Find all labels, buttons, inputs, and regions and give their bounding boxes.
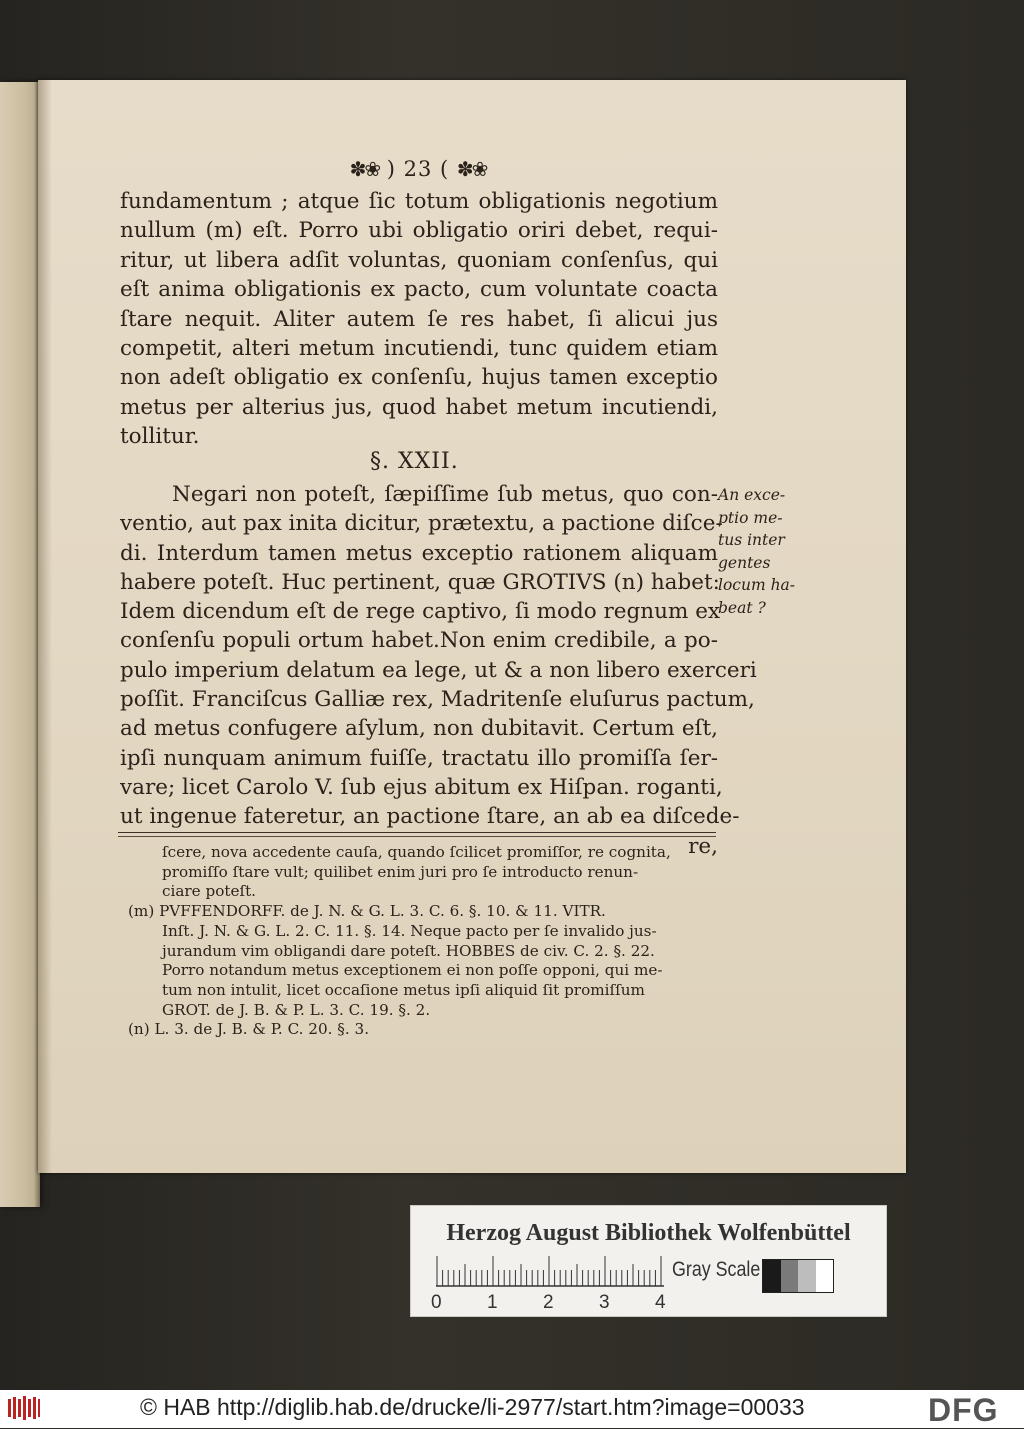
marginal-line: An exce- — [718, 486, 786, 504]
footnote-line: tum non intulit, licet occaſione metus ipſi aliquid ſit promiſſum — [162, 980, 645, 999]
text-line: Negari non poteſt, ſæpiſſime ſub metus, quo con- — [172, 482, 718, 507]
text-line: competit, alteri metum incutiendi, tunc quidem etiam — [120, 336, 718, 362]
ruler-number: 3 — [599, 1292, 610, 1313]
viewer-footer — [0, 1390, 1024, 1428]
gray-scale-label: Gray Scale — [672, 1258, 761, 1281]
text-line: fundamentum ; atque ſic totum obligationis negotium — [120, 189, 718, 214]
footnotes — [128, 843, 718, 1040]
gray-swatch — [763, 1260, 781, 1292]
text-line: poſſit. Franciſcus Galliæ rex, Madritenſe eluſurus pactum, — [120, 687, 755, 713]
dfg-logo: DFG — [928, 1392, 999, 1428]
gray-swatch — [816, 1260, 834, 1292]
text-line: conſenſu populi ortum habet.Non enim credibile, a po- — [120, 628, 718, 654]
text-line: ut ingenue fateretur, an pactione ſtare, an ab ea diſcede- — [120, 804, 740, 830]
text-line: ad metus confugere aſylum, non dubitavit. Certum eſt, — [120, 716, 718, 742]
gray-swatch — [781, 1260, 799, 1292]
text-line: non adeſt obligatio ex conſenſu, hujus tamen exceptio — [120, 365, 718, 391]
ruler-number: 2 — [543, 1292, 554, 1313]
text-line: ipſi nunquam animum fuiſſe, tractatu illo promiſſa ſer- — [120, 745, 718, 771]
footnote-line: promiſſo ſtare vult; quilibet enim juri pro ſe introducto renun- — [162, 862, 639, 881]
previous-page-edge — [0, 82, 40, 1207]
footnote-line: jurandum vim obligandi dare poteſt. HOBBES de civ. C. 2. §. 22. — [162, 941, 655, 960]
footnote-line: Porro notandum metus exceptionem ei non poſſe opponi, qui me- — [162, 961, 663, 980]
text-line: eſt anima obligationis ex pacto, cum voluntate coacta — [120, 277, 718, 303]
marginal-line: locum ha- — [718, 576, 796, 594]
text-line: habere poteſt. Huc pertinent, quæ GROTIVS (n) habet: — [120, 569, 720, 595]
header-ornament-right: ✽❀ — [456, 157, 487, 181]
marginal-note — [718, 484, 813, 619]
header-ornament-left: ✽❀ — [349, 157, 380, 181]
footnote-rule-thin — [118, 836, 716, 837]
text-line: ritur, ut libera adſit voluntas, quoniam conſenſus, qui — [120, 247, 718, 273]
text-line: ventio, aut pax inita dicitur, prætextu, a pactione diſce- — [120, 511, 723, 537]
text-line: nullum (m) eſt. Porro ubi obligatio oriri debet, requi- — [120, 218, 718, 244]
ruler-number: 1 — [487, 1292, 498, 1313]
footnote-line: Inſt. J. N. & G. L. 2. C. 11. §. 14. Neque pacto per ſe invalido jus- — [162, 921, 657, 940]
page-header — [338, 157, 498, 189]
footer-copyright-url: © HAB http://diglib.hab.de/drucke/li-2977/start.htm?image=00033 — [140, 1394, 805, 1420]
text-line: Idem dicendum eſt de rege captivo, ſi modo regnum ex — [120, 599, 721, 625]
hab-logo-icon — [6, 1395, 42, 1421]
ruler-number: 0 — [431, 1292, 442, 1313]
ruler-number: 4 — [655, 1292, 666, 1313]
marginal-line: gentes — [718, 553, 771, 572]
marginal-line: ptio me- — [718, 508, 783, 527]
text-line: re, — [688, 833, 718, 859]
footnote-line: (n) L. 3. de J. B. & P. C. 20. §. 3. — [128, 1020, 370, 1039]
section-title: §. XXII. — [370, 449, 459, 474]
marginal-line: tus inter — [718, 531, 785, 549]
library-name: Herzog August Bibliothek Wolfenbüttel — [446, 1220, 851, 1246]
footnote-line: ſcere, nova accedente cauſa, quando ſcilicet promiſſor, re cognita, — [162, 843, 671, 861]
text-line: tollitur. — [120, 424, 200, 450]
page-number: ) 23 ( — [386, 157, 450, 181]
text-line: metus per alterius jus, quod habet metum incutiendi, — [120, 394, 718, 420]
footnote-line: ciare poteſt. — [162, 882, 257, 901]
text-line: ſtare nequit. Aliter autem ſe res habet, ſi alicui jus — [120, 306, 718, 332]
text-line: pulo imperium delatum ea lege, ut & a non libero exerceri — [120, 657, 757, 683]
paragraph-1 — [120, 187, 718, 452]
scale-ruler — [436, 1255, 664, 1287]
footnote-rule — [118, 832, 716, 833]
footnote-line: (m) PVFFENDORFF. de J. N. & G. L. 3. C. 6. §. 10. & 11. VITR. — [128, 902, 606, 921]
gray-swatch — [798, 1260, 816, 1292]
text-line: di. Interdum tamen metus exceptio rationem aliquam — [120, 540, 718, 566]
marginal-line: beat ? — [718, 598, 766, 617]
text-line: vare; licet Carolo V. ſub ejus abitum ex Hiſpan. roganti, — [120, 774, 723, 800]
page-gutter-shadow — [38, 80, 52, 1173]
gray-scale-swatches — [762, 1259, 834, 1293]
footnote-line: GROT. de J. B. & P. L. 3. C. 19. §. 2. — [162, 1000, 431, 1019]
